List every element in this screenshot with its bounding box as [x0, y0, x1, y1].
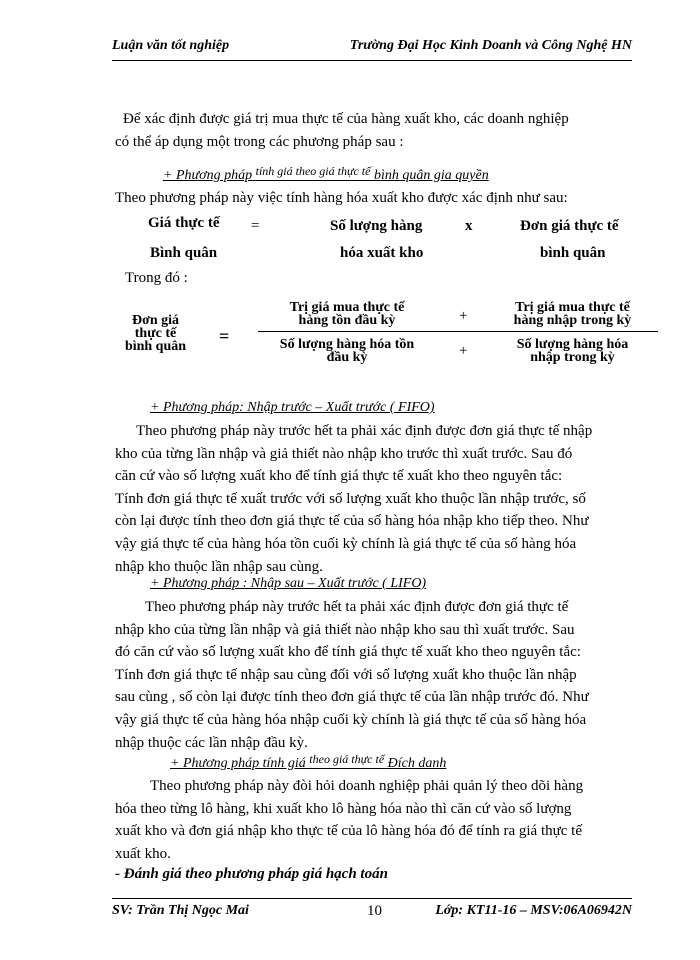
page-number: 10: [367, 903, 382, 919]
intro-line: Để xác định được giá trị mua thực tế của hàng xuất kho, các doanh nghiệp: [123, 111, 569, 127]
denominator-2: Số lượng hàng hóa nhập trong kỳ: [516, 337, 629, 365]
method4-heading: + Phương pháp tính giá theo giá thực tế Đích danh: [170, 752, 447, 771]
fraction-bar: [258, 331, 658, 332]
numerator-1: Trị giá mua thực tế hàng tồn đầu kỳ: [289, 300, 405, 328]
formula-right-2: bình quân: [540, 245, 606, 261]
trong-do-label: Trong đó :: [125, 270, 188, 286]
section-heading: - Đánh giá theo phương pháp giá hạch toán: [115, 866, 388, 882]
page-header: [112, 38, 632, 54]
method1-line: Theo phương pháp này việc tính hàng hóa xuất kho được xác định như sau:: [115, 190, 568, 206]
avg-price-label: Đơn giá thực tế bình quân: [124, 313, 187, 354]
method3-heading: + Phương pháp : Nhập sau – Xuất trước ( LIFO): [150, 576, 427, 591]
numerator-plus: +: [459, 308, 468, 324]
formula-left-2: Bình quân: [150, 245, 218, 261]
numerator-2: Trị giá mua thực tế hàng nhập trong kỳ: [513, 300, 632, 328]
method3-paragraph: Theo phương pháp này trước hết ta phải xác định được đơn giá thực tế nhập kho của từng lần nhập và giả thiết nào nhập kho sau thì xuất trước. Sau đó căn cứ vào số lượng xuất kho để tính giá thực tế xuất kho theo nguyên tắc: Tính đơn giá thực tế nhập sau cùng đối với số lượng xuất kho thuộc lần nhập sau cùng , số còn lại được tính theo đơn giá thực tế của lần nhập trước đó. Như vậy giá thực tế của hàng hóa nhập cuối kỳ chính là giá thực tế của số hàng hóa nhập thuộc các lần nhập đầu kỳ.: [115, 599, 589, 751]
intro-line: có thể áp dụng một trong các phương pháp sau :: [115, 133, 404, 150]
header-rule: [112, 60, 632, 61]
method2-heading: + Phương pháp: Nhập trước – Xuất trước ( FIFO): [150, 400, 435, 415]
method2-paragraph: Theo phương pháp này trước hết ta phải xác định được đơn giá thực tế nhập kho của từng lần nhập và giả thiết nào nhập kho trước thì xuất trước. Sau đó căn cứ vào số lượng xuất kho để tính giá thực tế xuất kho theo nguyên tắc: Tính đơn giá thực tế xuất trước với số lượng xuất kho thuộc lần nhập trước, số còn lại được tính theo đơn giá thực tế của số hàng hóa nhập kho tiếp theo. Như vậy giá thực tế của hàng hóa tồn cuối kỳ chính là giá thực tế của số hàng hóa nhập kho thuộc lần nhập sau cùng.: [115, 423, 593, 575]
formula-left-1: Giá thực tế: [148, 215, 220, 231]
formula-equals: =: [251, 218, 260, 234]
formula-mid-2: hóa xuất kho: [340, 245, 424, 261]
denominator-plus: +: [459, 343, 468, 359]
header-right: Trường Đại Học Kinh Doanh và Công Nghệ HN: [349, 38, 632, 53]
footer-rule: [112, 898, 632, 899]
denominator-1: Số lượng hàng hóa tồn đầu kỳ: [279, 337, 415, 365]
formula-right-1: Đơn giá thực tế: [520, 218, 619, 234]
method4-paragraph: Theo phương pháp này đòi hỏi doanh nghiệp phải quản lý theo dõi hàng hóa theo từng lô hàng, khi xuất kho lô hàng hóa nào thì căn cứ vào số lượng xuất kho và đơn giá nhập kho thực tế của lô hàng hóa đó để tính ra giá thực tế xuất kho.: [115, 778, 584, 862]
footer-class: Lớp: KT11-16 – MSV:06A06942N: [435, 903, 632, 918]
formula-times: x: [465, 218, 473, 234]
footer-student: SV: Trần Thị Ngọc Mai: [112, 903, 249, 918]
method1-heading: + Phương pháp tính giá theo giá thực tế bình quân gia quyền: [163, 164, 489, 183]
avg-equals: =: [219, 326, 230, 346]
formula-mid-1: Số lượng hàng: [330, 218, 423, 234]
header-left: Luận văn tốt nghiệp: [112, 38, 230, 53]
intro-paragraph: [115, 108, 635, 153]
